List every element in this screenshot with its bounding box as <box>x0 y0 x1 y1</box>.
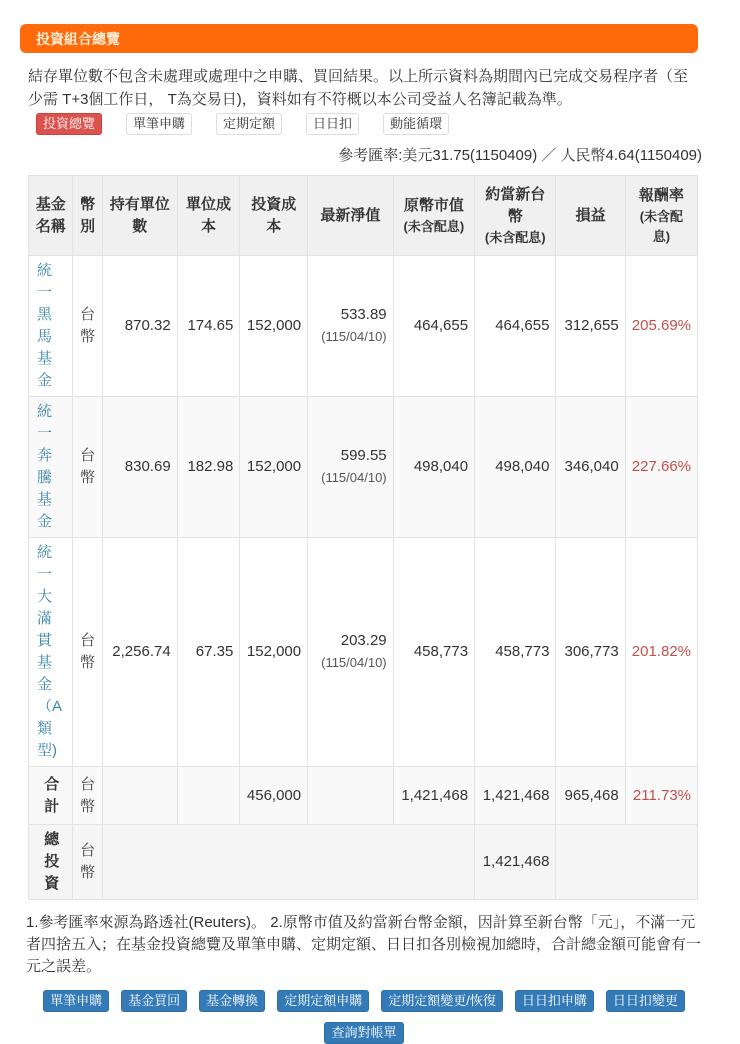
tab-single-purchase[interactable]: 單筆申購 <box>126 113 192 135</box>
tab-momentum-cycle[interactable]: 動能循環 <box>383 113 449 135</box>
fund-name-link[interactable]: 統一奔騰基金 <box>29 397 73 538</box>
col-return: 報酬率 (未含配息) <box>625 176 697 256</box>
col-nav: 最新淨值 <box>308 176 394 256</box>
col-market-value: 原幣市值 (未含配息) <box>393 176 474 256</box>
nav-cell: 533.89 (115/04/10) <box>308 256 394 397</box>
view-tabs <box>24 113 700 135</box>
unit-cost-cell <box>177 767 240 825</box>
currency-cell: 台幣 <box>73 256 102 397</box>
single-purchase-button[interactable]: 單筆申購 <box>43 990 109 1012</box>
daily-deduction-change-button[interactable]: 日日扣變更 <box>606 990 685 1012</box>
regular-investment-purchase-button[interactable]: 定期定額申購 <box>277 990 369 1012</box>
holdings-table <box>28 175 698 900</box>
col-twd-value: 約當新台幣 (未含配息) <box>475 176 556 256</box>
tab-daily-deduction[interactable]: 日日扣 <box>306 113 359 135</box>
units-cell: 830.69 <box>102 397 177 538</box>
grand-total-label: 總投資 <box>29 825 73 900</box>
col-cost: 投資成本 <box>240 176 308 256</box>
nav-cell: 203.29 (115/04/10) <box>308 538 394 767</box>
twd-value-cell: 458,773 <box>475 538 556 767</box>
currency-cell: 台幣 <box>73 538 102 767</box>
query-statement-button[interactable]: 查詢對帳單 <box>324 1022 403 1044</box>
fund-redemption-button[interactable]: 基金買回 <box>121 990 187 1012</box>
col-units: 持有單位數 <box>102 176 177 256</box>
market-value-cell: 464,655 <box>393 256 474 397</box>
table-row <box>29 256 698 397</box>
grand-total-row <box>29 825 698 900</box>
twd-value-cell: 498,040 <box>475 397 556 538</box>
col-currency: 幣別 <box>73 176 102 256</box>
cost-cell: 152,000 <box>240 538 308 767</box>
col-pnl: 損益 <box>556 176 625 256</box>
tab-regular-investment[interactable]: 定期定額 <box>216 113 282 135</box>
market-value-cell: 498,040 <box>393 397 474 538</box>
currency-cell: 台幣 <box>73 767 102 825</box>
empty-span-cell <box>556 825 698 900</box>
col-fund-name: 基金名稱 <box>29 176 73 256</box>
fund-name-link[interactable]: 統一黑馬基金 <box>29 256 73 397</box>
section-title: 投資組合總覽 <box>36 30 120 47</box>
table-row <box>29 538 698 767</box>
currency-cell: 台幣 <box>73 397 102 538</box>
exchange-rate-text: 參考匯率:美元31.75(1150409) ／ 人民幣4.64(1150409) <box>338 147 702 164</box>
fund-name-link[interactable]: 統一大滿貫基金（A類型) <box>29 538 73 767</box>
units-cell <box>102 767 177 825</box>
return-cell: 201.82% <box>625 538 697 767</box>
twd-value-cell: 464,655 <box>475 256 556 397</box>
empty-span-cell <box>102 825 474 900</box>
return-cell: 227.66% <box>625 397 697 538</box>
pnl-cell: 312,655 <box>556 256 625 397</box>
nav-cell <box>308 767 394 825</box>
regular-investment-change-button[interactable]: 定期定額變更/恢復 <box>381 990 503 1012</box>
cost-cell: 152,000 <box>240 256 308 397</box>
total-label: 合計 <box>29 767 73 825</box>
nav-cell: 599.55 (115/04/10) <box>308 397 394 538</box>
section-title-bar <box>20 24 698 53</box>
market-value-cell: 1,421,468 <box>393 767 474 825</box>
twd-value-cell: 1,421,468 <box>475 767 556 825</box>
currency-cell: 台幣 <box>73 825 102 900</box>
pnl-cell: 965,468 <box>556 767 625 825</box>
action-buttons <box>24 990 704 1044</box>
fund-switch-button[interactable]: 基金轉換 <box>199 990 265 1012</box>
footnotes: 1.參考匯率來源為路透社(Reuters)。 2.原幣市值及約當新台幣金額，因計算至新台幣「元」，不滿一元者四捨五入；在基金投資總覽及單筆申購、定期定額、日日扣各別檢視加總時，合計總金額可能會有一元之誤差。 <box>26 914 702 975</box>
col-unit-cost: 單位成本 <box>177 176 240 256</box>
unit-cost-cell: 174.65 <box>177 256 240 397</box>
table-row <box>29 397 698 538</box>
cost-cell: 152,000 <box>240 397 308 538</box>
unit-cost-cell: 182.98 <box>177 397 240 538</box>
units-cell: 2,256.74 <box>102 538 177 767</box>
tab-overview[interactable]: 投資總覽 <box>36 113 102 135</box>
pnl-cell: 306,773 <box>556 538 625 767</box>
daily-deduction-purchase-button[interactable]: 日日扣申購 <box>515 990 594 1012</box>
intro-text: 結存單位數不包含未處理或處理中之申購、買回結果。以上所示資料為期間內已完成交易程序者（至少需 T+3個工作日， T為交易日)，資料如有不符概以本公司受益人名簿記載為準。 <box>28 68 689 108</box>
return-cell: 211.73% <box>625 767 697 825</box>
units-cell: 870.32 <box>102 256 177 397</box>
cost-cell: 456,000 <box>240 767 308 825</box>
unit-cost-cell: 67.35 <box>177 538 240 767</box>
twd-value-cell: 1,421,468 <box>475 825 556 900</box>
pnl-cell: 346,040 <box>556 397 625 538</box>
total-row <box>29 767 698 825</box>
table-header-row <box>29 176 698 256</box>
market-value-cell: 458,773 <box>393 538 474 767</box>
return-cell: 205.69% <box>625 256 697 397</box>
